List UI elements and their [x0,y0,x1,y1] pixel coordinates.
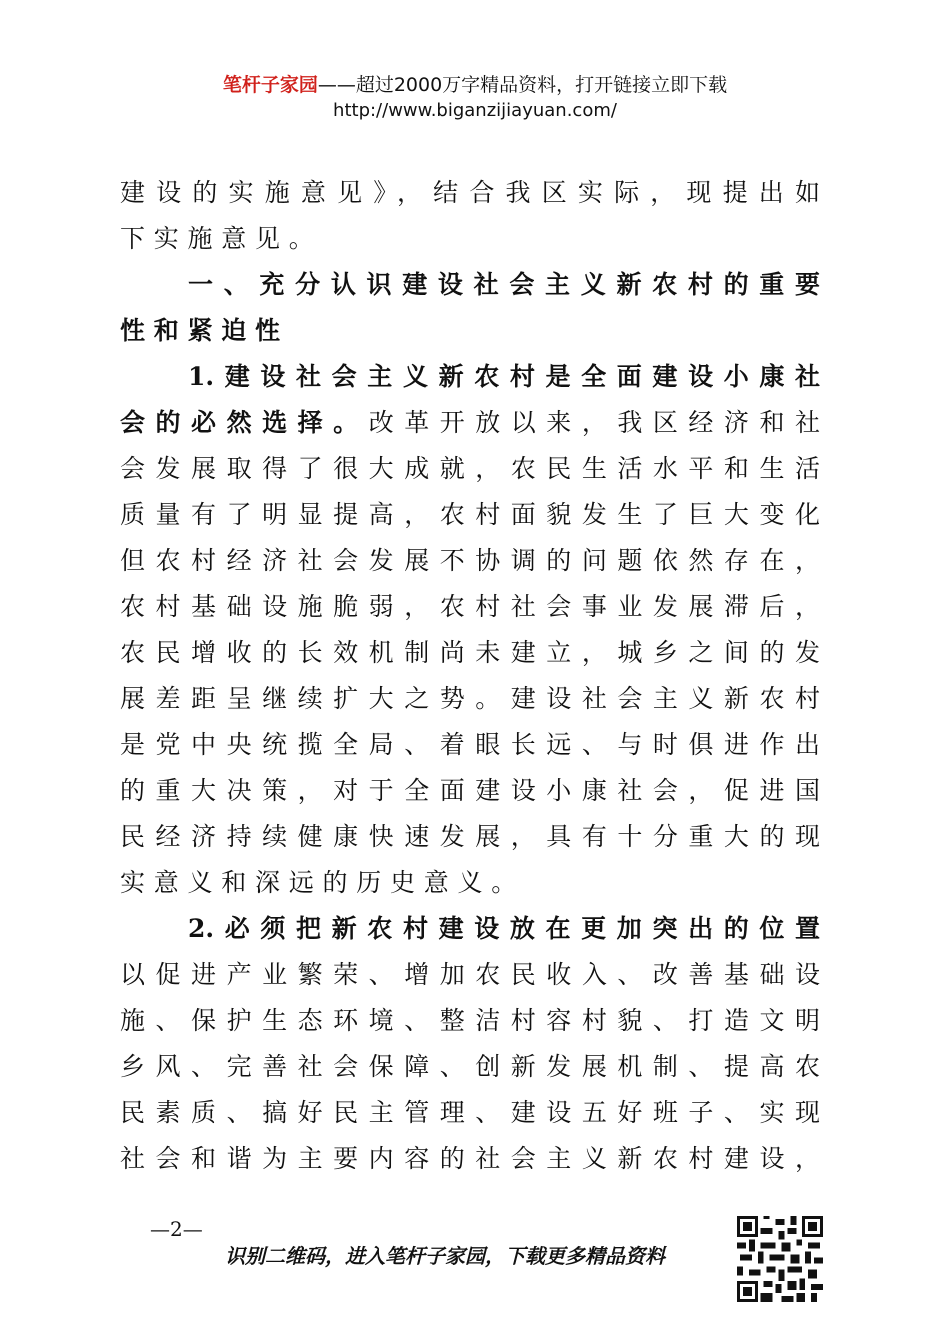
text-line: 是党中央统揽全局、着眼长远、与时俱进作出 [120,730,820,759]
text-line: 施、保护生态环境、整洁村容村貌、打造文明 [120,1006,820,1035]
subsection-heading: 会的必然选择。 [120,408,369,437]
text-line: 农民增收的长效机制尚未建立，城乡之间的发 [120,638,820,667]
section-heading: 性和紧迫性 [120,316,289,345]
text-line: 但农村经济社会发展不协调的问题依然存在， [120,546,820,575]
text-line: 下实施意见。 [120,224,323,253]
footer-promo: 识别二维码，进入笔杆子家园，下载更多精品资料 [225,1244,665,1268]
header-tagline: ——超过2000万字精品资料，打开链接立即下载 [317,74,728,96]
text-line: 民经济持续健康快速发展，具有十分重大的现 [120,822,820,851]
text-line: 的重大决策，对于全面建设小康社会，促进国 [120,776,820,805]
text-line: 实意义和深远的历史意义。 [120,868,526,897]
text-line: 乡风、完善社会保障、创新发展机制、提高农 [120,1052,820,1081]
section-heading: 一、充分认识建设社会主义新农村的重要 [188,270,820,299]
subsection-heading: 1.建设社会主义新农村是全面建设小康社 [188,362,820,391]
text-line-content: 改革开放以来，我区经济和社 [368,408,820,437]
brand-name: 笔杆子家园 [222,74,318,96]
text-line: 展差距呈继续扩大之势。建设社会主义新农村 [120,684,820,713]
text-line: 建设的实施意见》，结合我区实际，现提出如 [120,178,820,207]
text-line: 社会和谐为主要内容的社会主义新农村建设， [120,1144,820,1173]
text-line: 民素质、搞好民主管理、建设五好班子、实现 [120,1098,820,1127]
subsection-heading: 2.必须把新农村建设放在更加突出的位置 [188,914,820,943]
text-line: 质量有了明显提高，农村面貌发生了巨大变化 [120,500,820,529]
header-url[interactable]: http://www.biganzijiayuan.com/ [333,100,617,121]
text-line [120,400,820,446]
qr-code-icon[interactable] [737,1216,823,1302]
page-number: —2— [150,1217,203,1241]
document-body [120,170,820,1182]
page-header [0,72,950,124]
text-line: 农村基础设施脆弱，农村社会事业发展滞后， [120,592,820,621]
text-line: 会发展取得了很大成就，农民生活水平和生活 [120,454,820,483]
text-line: 以促进产业繁荣、增加农民收入、改善基础设 [120,960,820,989]
